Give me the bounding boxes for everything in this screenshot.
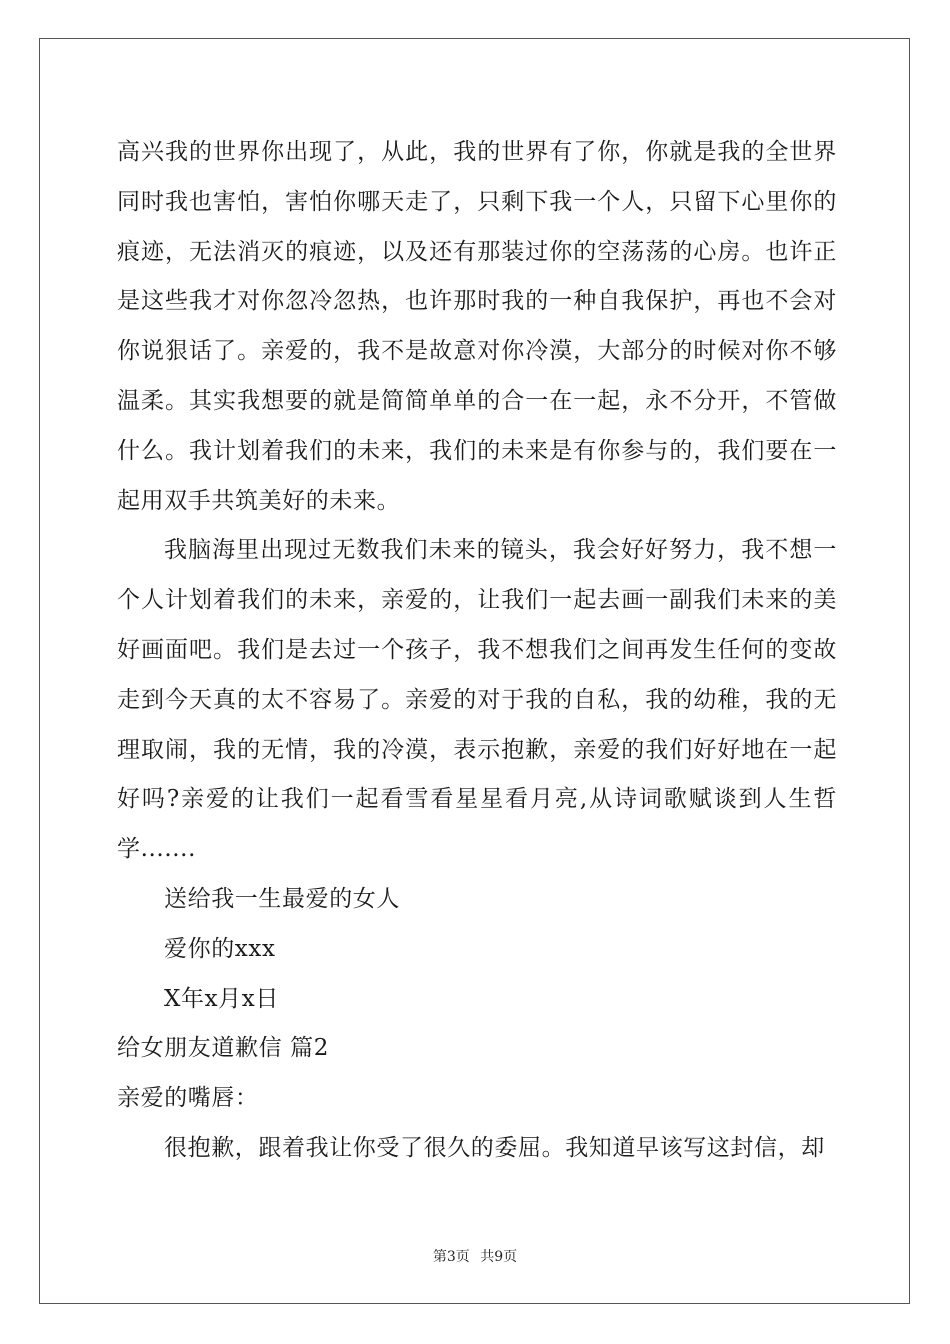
dedication-line: 送给我一生最爱的女人 — [164, 885, 400, 912]
salutation: 亲爱的嘴唇： — [117, 1085, 259, 1112]
paragraph-3: 很抱歉，跟着我让你受了很久的委屈。我知道早该写这封信，却 — [164, 1134, 825, 1161]
page-footer — [0, 1246, 950, 1266]
page-number: 第3页 — [432, 1249, 470, 1265]
document-body — [117, 128, 837, 1174]
paragraph-1: 高兴我的世界你出现了，从此，我的世界有了你，你就是我的全世界同时我也害怕，害怕你哪天走了，只剩下我一个人，只留下心里你的痕迹，无法消灭的痕迹，以及还有那装过你的空荡荡的心房。也许正是这些我才对你忽冷忽热，也许那时我的一种自我保护，再也不会对你说狠话了。亲爱的，我不是故意对你冷漠，大部分的时候对你不够温柔。其实我想要的就是简简单单的合一在一起，永不分开，不管做什么。我计划着我们的未来，我们的未来是有你参与的，我们要在一起用双手共筑美好的未来。 — [117, 139, 837, 514]
page-total: 共9页 — [480, 1249, 518, 1265]
signature-line: 爱你的xxx — [164, 935, 276, 962]
date-line: X年x月x日 — [164, 985, 279, 1012]
section-title: 给女朋友道歉信 篇2 — [117, 1035, 329, 1062]
paragraph-2: 我脑海里出现过无数我们未来的镜头，我会好好努力，我不想一个人计划着我们的未来，亲爱的，让我们一起去画一副我们未来的美好画面吧。我们是去过一个孩子，我不想我们之间再发生任何的变故走到今天真的太不容易了。亲爱的对于我的自私，我的幼稚，我的无理取闹，我的无情，我的冷漠，表示抱歉，亲爱的我们好好地在一起好吗?亲爱的让我们一起看雪看星星看月亮,从诗词歌赋谈到人生哲学....... — [117, 537, 837, 863]
